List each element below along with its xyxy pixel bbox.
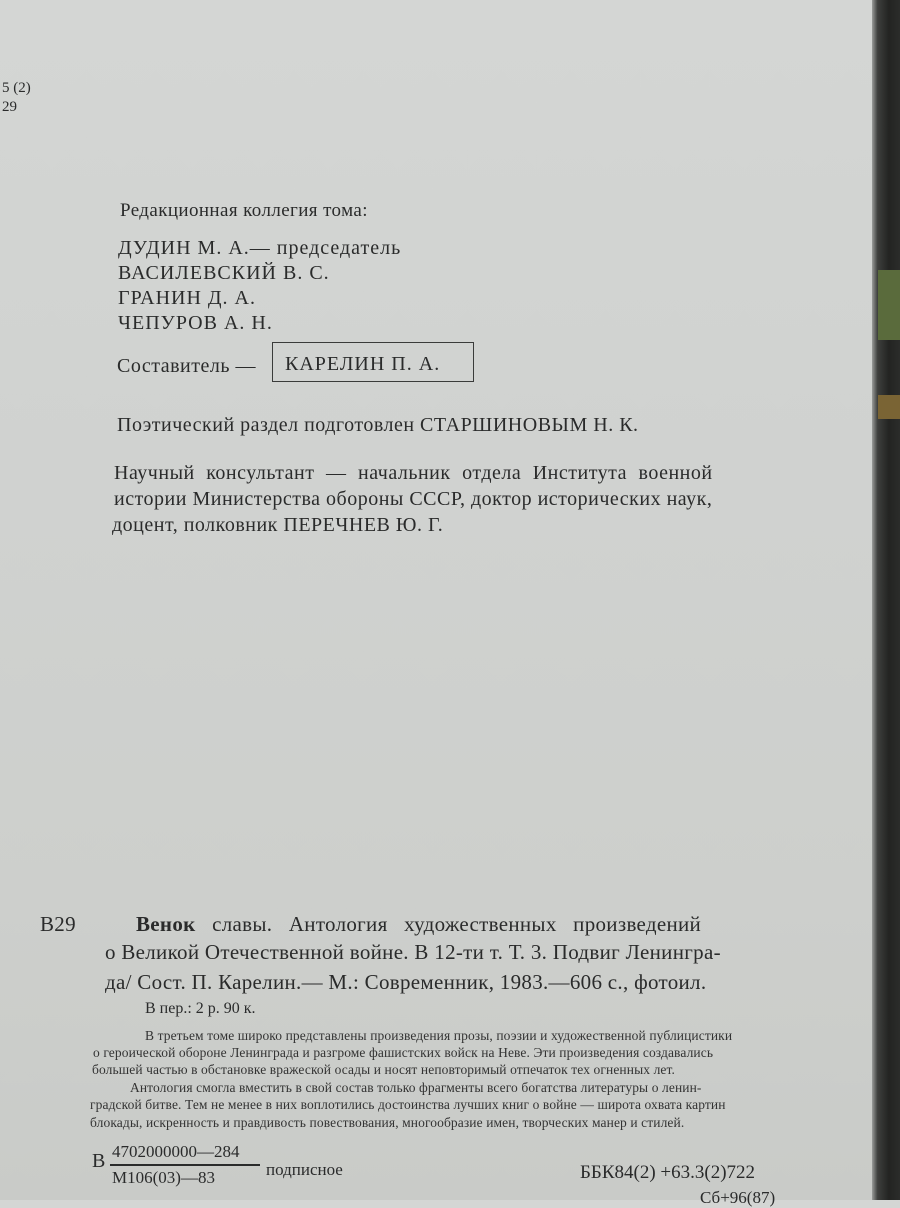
bbk-index: ББК84(2) +63.3(2)722 (580, 1162, 756, 1183)
board-member: ВАСИЛЕВСКИЙ В. С. (118, 262, 330, 284)
fraction-line (110, 1164, 260, 1166)
formula-letter: В (92, 1150, 106, 1172)
poetry-credit: Поэтический раздел подготовлен СТАРШИНОВЫМ Н. К. (117, 414, 639, 436)
annotation-line: Антология смогла вместить в свой состав только фрагменты всего богатства литературы о ленин- (130, 1080, 702, 1095)
annotation-line: В третьем томе широко представлены произведения прозы, поэзии и художественной публицистики (145, 1028, 733, 1043)
annotation-line: блокады, искренность и правдивость повествования, многообразие имен, творческих манер и стилей. (90, 1115, 685, 1130)
board-member: ДУДИН М. А.— председатель (118, 237, 402, 259)
compiler-name: КАРЕЛИН П. А. (285, 353, 441, 375)
catalog-price: В пер.: 2 р. 90 к. (145, 1000, 256, 1017)
consultant-line: доцент, полковник ПЕРЕЧНЕВ Ю. Г. (112, 514, 444, 536)
catalog-line-1 (136, 912, 701, 937)
board-member: ЧЕПУРОВ А. Н. (118, 312, 273, 334)
catalog-line-3: да/ Сост. П. Карелин.— М.: Современник, 1983.—606 с., фотоил. (105, 970, 707, 994)
edge-strip-green (878, 270, 900, 340)
compiler-label: Составитель — (117, 355, 256, 377)
formula-numerator: 4702000000—284 (112, 1142, 240, 1161)
consultant-line: истории Министерства обороны СССР, доктор исторических наук, (114, 488, 713, 510)
formula-denominator: М106(03)—83 (112, 1168, 215, 1187)
board-member: ГРАНИН Д. А. (118, 287, 256, 309)
annotation-line: градской битве. Тем не менее в них воплотились достоинства лучших книг о войне — широта охвата картин (90, 1097, 726, 1112)
book-edge (872, 0, 900, 1200)
corner-mark-bottom: 29 (2, 99, 17, 115)
consultant-line: Научный консультант — начальник отдела Института военной (114, 462, 713, 484)
corner-mark-top: 5 (2) (2, 80, 31, 96)
catalog-title-rest: славы. Антология художественных произведений (212, 912, 702, 936)
catalog-code: В29 (40, 912, 76, 936)
bbk-index-cut: Сб+96(87) (700, 1188, 776, 1207)
subscription-note: подписное (266, 1160, 343, 1179)
edge-strip-gold (878, 395, 900, 419)
board-heading: Редакционная коллегия тома: (120, 200, 368, 221)
catalog-line-2: о Великой Отечественной войне. В 12-ти т. Т. 3. Подвиг Ленингра- (105, 940, 721, 964)
catalog-title-bold: Венок (136, 912, 196, 936)
annotation-line: большей частью в обстановке вражеской осады и носят неповторимый отпечаток тех огненных лет. (92, 1062, 675, 1077)
annotation-line: о героической обороне Ленинграда и разгроме фашистских войск на Неве. Эти произведения создавались (93, 1045, 714, 1060)
